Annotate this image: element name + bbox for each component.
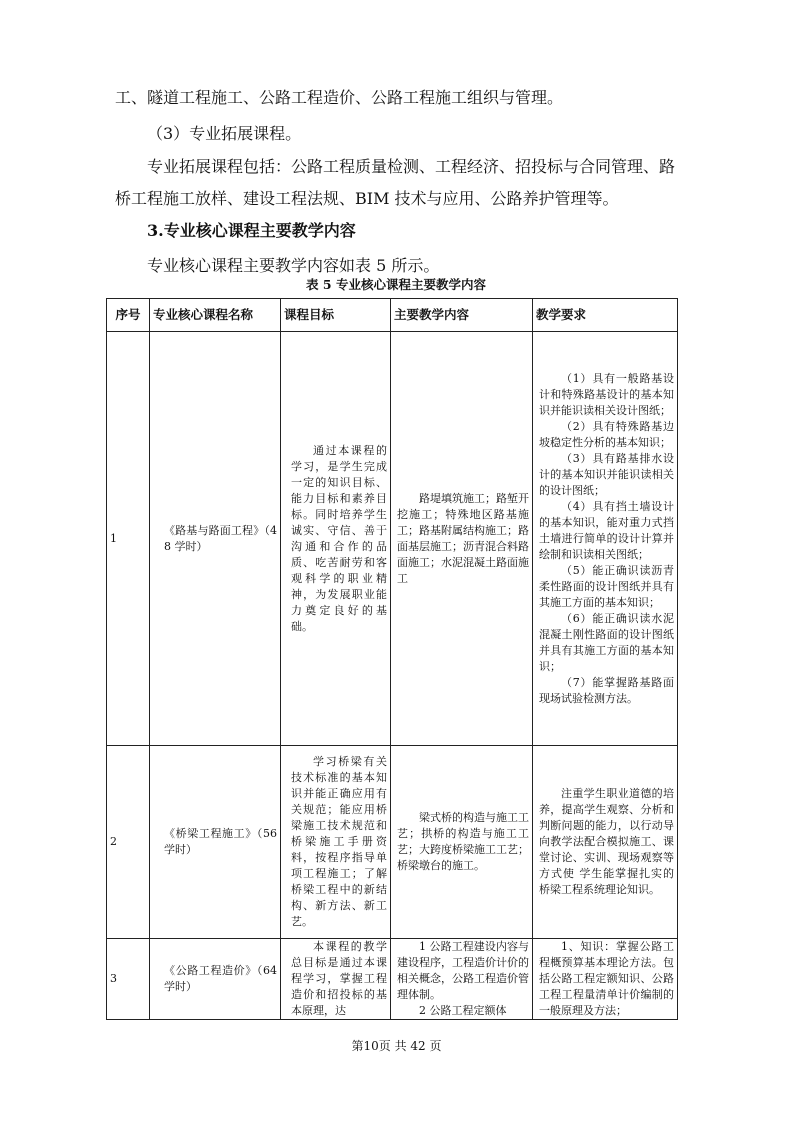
row-2-requirements [533, 746, 678, 939]
paragraph-2: （3）专业拓展课程。 [147, 124, 302, 143]
section-heading: 3.专业核心课程主要教学内容 [147, 221, 356, 240]
paragraph-3-line-2: 桥工程施工放样、建设工程法规、BIM 技术与应用、公路养护管理等。 [115, 189, 619, 208]
row-1-number: 1 [107, 332, 150, 746]
row-2-number: 2 [107, 746, 150, 939]
row-3-requirement-1: 1、知识：掌握公路工程概预算基本理论方法。包括公路工程定额知识、公路工程工程量清单计价编制的一般原理及方法； [539, 940, 674, 1017]
row-2-requirement-1: 注重学生职业道德的培养，提高学生观察、分析和判断问题的能力，以行动导向教学法配合模拟施工、课堂讨论、实训、现场观察等方式使 学生能掌握扎实的桥梁工程系统理论知识。 [539, 787, 674, 896]
row-1-goal: 通过本课程的学习，是学生完成一定的知识目标、能力目标和素养目标。同时培养学生诚实、守信、善于沟通和合作的品质、吃苦耐劳和客观科学的职业精神，为发展职业能力奠定良好的基础。 [281, 332, 391, 746]
row-1-requirement-5: （5）能正确识读沥青柔性路面的设计图纸并具有其施工方面的基本知识； [539, 563, 674, 609]
row-1-requirement-3: （3）具有路基排水设计的基本知识并能识读相关的设计图纸； [539, 451, 674, 497]
row-1-course-name: 《路基与路面工程》（48 学时） [150, 332, 281, 746]
row-3-content [391, 939, 533, 1020]
row-1-content: 路堤填筑施工；路堑开挖施工；特殊地区路基施工；路基附属结构施工；路面基层施工；沥青混合料路面施工；水泥混凝土路面施工 [391, 332, 533, 746]
paragraph-1: 工、隧道工程施工、公路工程造价、公路工程施工组织与管理。 [115, 88, 564, 107]
page-footer: 第10页 共 42 页 [351, 1039, 442, 1053]
row-3-content-item-2: 2 公路工程定额体 [419, 1004, 507, 1017]
table-header-row [107, 299, 678, 332]
header-course-name: 专业核心课程名称 [150, 299, 281, 332]
row-2-goal: 学习桥梁有关技术标准的基本知识并能正确应用有关规范；能应用桥梁施工技术规范和桥梁施工手册资料，按程序指导单项工程施工；了解桥梁工程中的新结构、新方法、新工艺。 [281, 746, 391, 939]
header-requirements: 教学要求 [533, 299, 678, 332]
table-intro: 专业核心课程主要教学内容如表 5 所示。 [147, 256, 440, 275]
row-2-course-name: 《桥梁工程施工》（56 学时） [150, 746, 281, 939]
row-2-content: 梁式桥的构造与施工工艺；拱桥的构造与施工工艺；大跨度桥梁施工工艺；桥梁墩台的施工。 [391, 746, 533, 939]
row-1-requirement-1: （1）具有一般路基设计和特殊路基设计的基本知识并能识读相关设计图纸； [539, 371, 674, 417]
table-row [107, 939, 678, 1020]
row-3-content-item-1: 1 公路工程建设内容与建设程序，工程造价计价的相关概念，公路工程造价管理体制。 [397, 940, 529, 1001]
row-1-requirement-6: （6）能正确识读水泥混凝土刚性路面的设计图纸并具有其施工方面的基本知识； [539, 611, 674, 673]
row-3-goal: 本课程的教学总目标是通过本课程学习，掌握工程造价和招投标的基本原理，达 [281, 939, 391, 1020]
header-number: 序号 [107, 299, 150, 332]
row-1-requirements [533, 332, 678, 746]
header-main-content: 主要教学内容 [391, 299, 533, 332]
row-3-requirements [533, 939, 678, 1020]
row-1-requirement-7: （7）能掌握路基路面现场试验检测方法。 [539, 675, 674, 705]
table-row [107, 746, 678, 939]
row-3-number: 3 [107, 939, 150, 1020]
row-1-requirement-2: （2）具有特殊路基边坡稳定性分析的基本知识； [539, 419, 674, 449]
core-courses-table [106, 298, 678, 1020]
paragraph-3-line-1: 专业拓展课程包括：公路工程质量检测、工程经济、招投标与合同管理、路 [147, 157, 676, 176]
header-course-goal: 课程目标 [281, 299, 391, 332]
row-1-requirement-4: （4）具有挡土墙设计的基本知识，能对重力式挡土墙进行简单的设计计算并绘制和识读相关图纸； [539, 499, 674, 561]
table-caption: 表 5 专业核心课程主要教学内容 [306, 277, 486, 292]
table-row [107, 332, 678, 746]
row-3-course-name: 《公路工程造价》（64 学时） [150, 939, 281, 1020]
